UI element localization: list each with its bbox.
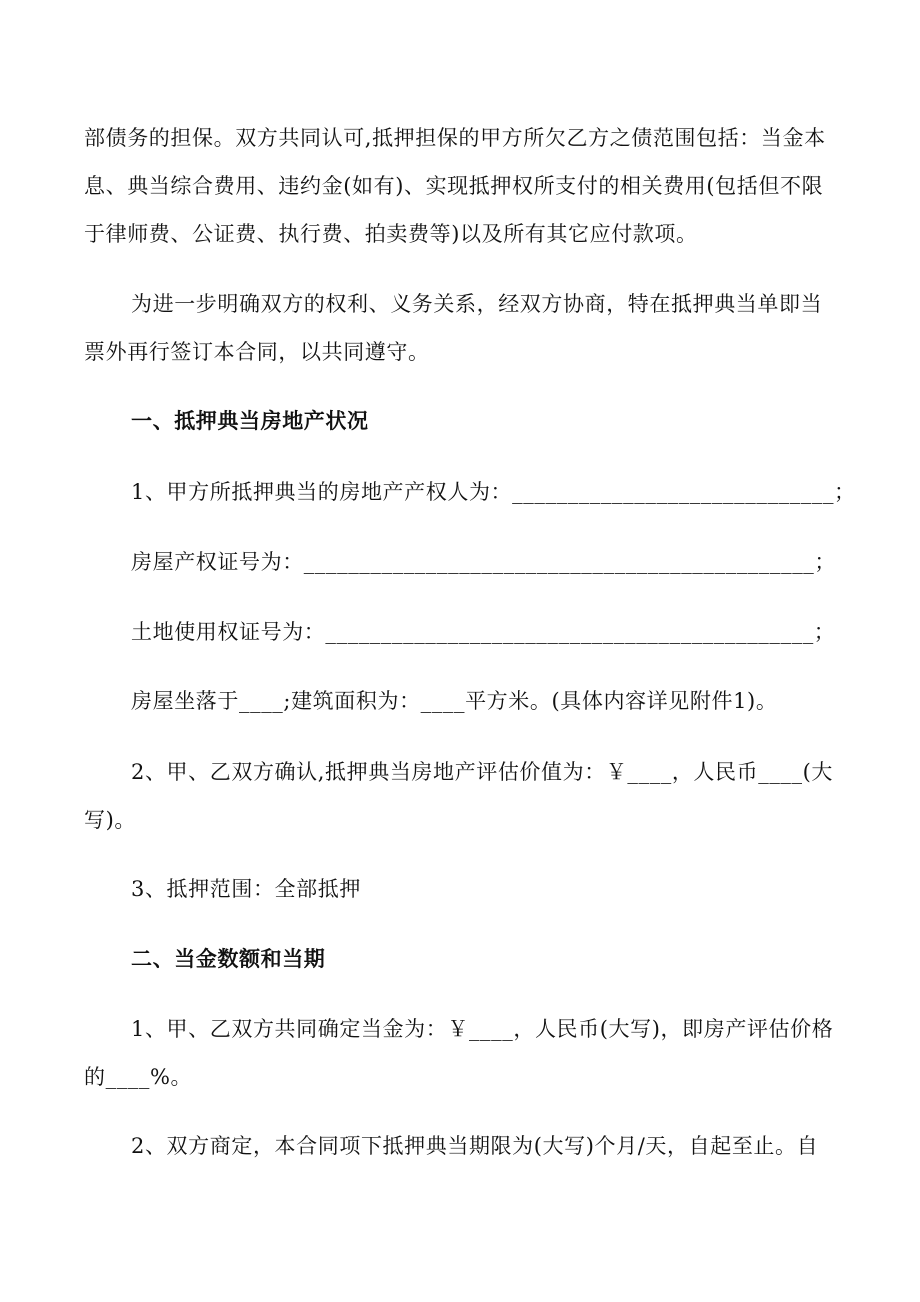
- paragraph-line: 写)。: [84, 808, 136, 832]
- section-heading: 一、抵押典当房地产状况: [131, 408, 369, 433]
- paragraph-line: 房屋坐落于____;建筑面积为：____平方米。(具体内容详见附件1)。: [131, 689, 778, 713]
- paragraph-line: 2、甲、乙双方确认,抵押典当房地产评估价值为：￥____，人民币____(大: [131, 760, 834, 784]
- paragraph-line: 于律师费、公证费、执行费、拍卖费等)以及所有其它应付款项。: [84, 222, 698, 246]
- paragraph-line: 的____%。: [84, 1065, 193, 1089]
- paragraph-line: 票外再行签订本合同，以共同遵守。: [84, 340, 430, 364]
- paragraph-line: 1、甲方所抵押典当的房地产产权人为：_____________________________；: [131, 480, 856, 504]
- paragraph-line: 息、典当综合费用、违约金(如有)、实现抵押权所支付的相关费用(包括但不限: [84, 174, 824, 198]
- paragraph-line: 土地使用权证号为：____________________________________________；: [131, 620, 836, 644]
- paragraph-line: 3、抵押范围：全部抵押: [131, 877, 361, 901]
- paragraph-line: 2、双方商定，本合同项下抵押典当期限为(大写)个月/天，自起至止。自: [131, 1134, 819, 1158]
- section-heading: 二、当金数额和当期: [131, 946, 326, 971]
- paragraph-line: 房屋产权证号为：______________________________________________；: [131, 550, 836, 574]
- paragraph-line: 部债务的担保。双方共同认可,抵押担保的甲方所欠乙方之债范围包括：当金本: [84, 126, 826, 150]
- paragraph-line: 为进一步明确双方的权利、义务关系，经双方协商，特在抵押典当单即当: [131, 292, 823, 316]
- paragraph-line: 1、甲、乙双方共同确定当金为：￥____，人民币(大写)，即房产评估价格: [131, 1017, 834, 1041]
